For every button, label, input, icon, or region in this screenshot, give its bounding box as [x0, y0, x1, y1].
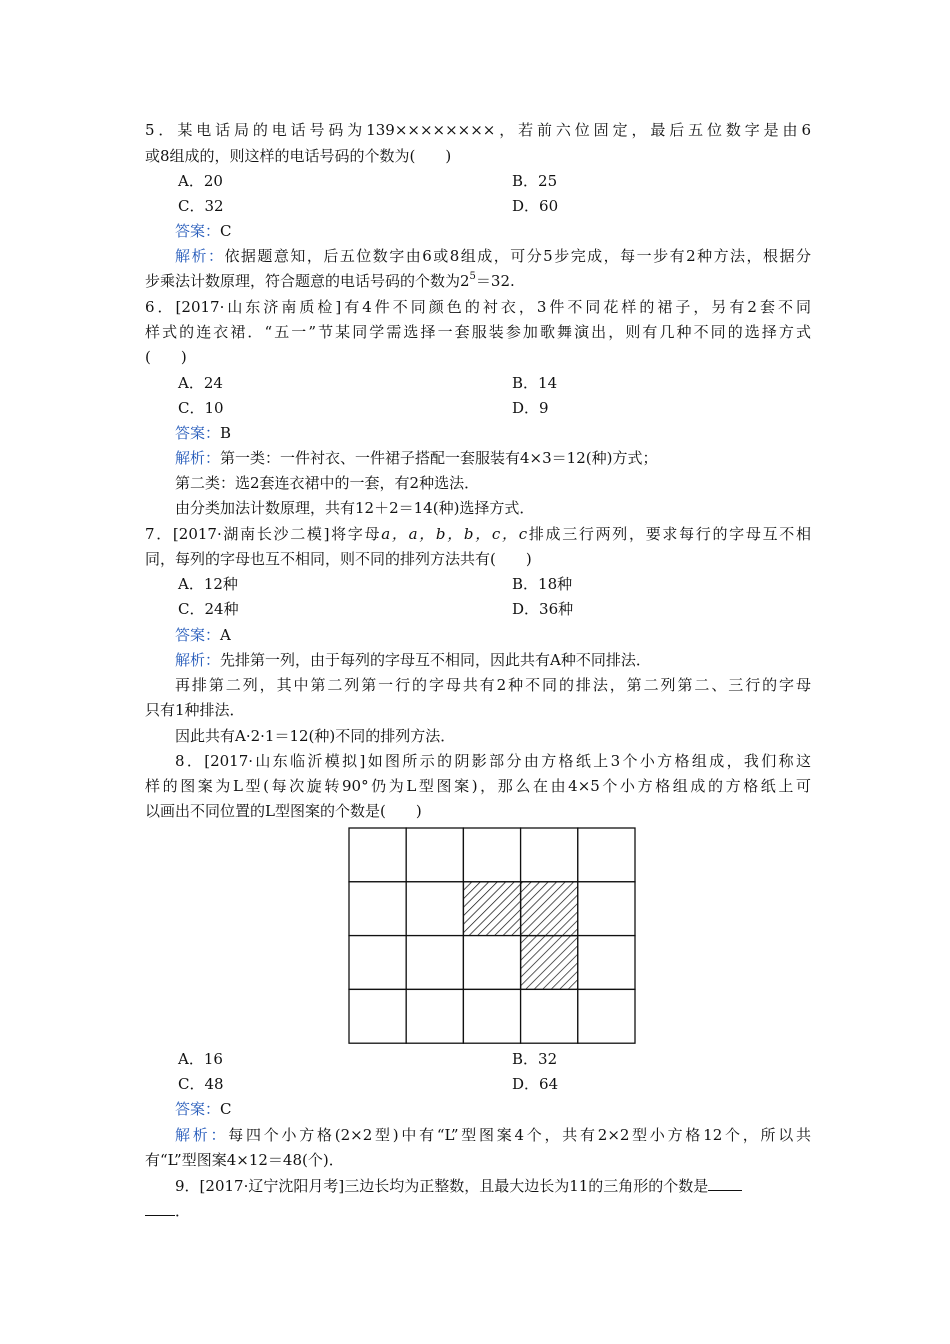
explanation-text: 第一类：一件衬衣、一件裙子搭配一套服装有4×3＝12(种)方式； [220, 449, 658, 467]
q6-line-2: 样式的连衣裙．“五一”节某同学需选择一套服装参加歌舞演出，则有几种不同的选择方式 [145, 323, 811, 341]
explanation-text: 先排第一列，由于每列的字母互不相同，因此共有A种不同排法． [220, 651, 651, 669]
answer-blank-continued[interactable] [145, 1201, 175, 1216]
answer-label: 答案： [175, 222, 221, 240]
q8-line-3: 以画出不同位置的L型图案的个数是( ) [145, 802, 422, 820]
explanation-label: 解析： [175, 247, 225, 265]
q5-explanation-2 [145, 272, 515, 290]
q7-option-b: B．18种 [512, 575, 573, 593]
grid-cell [406, 989, 463, 1043]
question-text: 7．[2017·湖南长沙二模]将字母 [145, 525, 382, 543]
grid-cell [406, 882, 463, 936]
grid-cell [578, 828, 635, 882]
letters: a，a，b，b，c，c [381, 525, 528, 543]
answer-value: C [220, 222, 232, 240]
grid-cell [349, 828, 406, 882]
q8-explanation-1 [175, 1126, 811, 1144]
q8-option-a: A．16 [178, 1050, 223, 1068]
q8-line-1: 8．[2017·山东临沂模拟]如图所示的阴影部分由方格纸上3个小方格组成，我们称这 [175, 752, 811, 770]
q5-line-1: 5．某电话局的电话号码为139××××××××，若前六位固定，最后五位数字是由6 [145, 121, 811, 139]
exponent: 5 [469, 271, 476, 282]
grid-cell [463, 989, 520, 1043]
explanation-text: 每四个小方格(2×2型)中有“L”型图案4个，共有2×2型小方格12个，所以共 [228, 1126, 811, 1144]
q6-option-a: A．24 [178, 374, 223, 392]
q7-line-2: 同，每列的字母也互不相同，则不同的排列方法共有( ) [145, 550, 532, 568]
q6-answer [175, 424, 231, 442]
explanation-text: 依据题意知，后五位数字由6或8组成，可分5步完成，每一步有2种方法，根据分 [224, 247, 811, 265]
q5-option-d: D．60 [512, 197, 559, 215]
grid-cell [521, 828, 578, 882]
q7-answer [175, 626, 231, 644]
q6-explanation-3: 由分类加法计数原理，共有12＋2＝14(种)选择方式． [175, 499, 535, 517]
q6-option-d: D．9 [512, 399, 549, 417]
q7-explanation-1 [175, 651, 651, 669]
q6-explanation-1 [175, 449, 657, 467]
explanation-text: 步乘法计数原理，符合题意的电话号码的个数为2 [145, 272, 470, 290]
grid-cell [406, 828, 463, 882]
l-shape-grid-figure [348, 827, 636, 1045]
q7-explanation-2: 再排第二列，其中第二列第一行的字母共有2种不同的排法，第二列第二、三行的字母 [175, 676, 811, 694]
explanation-label: 解析： [175, 1126, 229, 1144]
q8-line-2: 样的图案为L型(每次旋转90°仍为L型图案)，那么在由4×5个小方格组成的方格纸上可 [145, 777, 811, 795]
grid-cell [463, 936, 520, 990]
q8-explanation-2: 有“L”型图案4×12＝48(个)． [145, 1151, 344, 1169]
q7-option-d: D．36种 [512, 600, 574, 618]
grid-cell [349, 989, 406, 1043]
q9-line-2 [145, 1201, 190, 1220]
grid-cell [349, 882, 406, 936]
grid-cell [349, 936, 406, 990]
q5-option-c: C．32 [178, 197, 224, 215]
grid-cell [521, 989, 578, 1043]
q7-explanation-4: 因此共有A·2·1＝12(种)不同的排列方法． [175, 727, 456, 745]
q9-line-1 [175, 1176, 742, 1195]
grid-cell [578, 936, 635, 990]
explanation-text: ＝32. [475, 272, 515, 290]
q8-answer [175, 1100, 232, 1118]
q6-option-b: B．14 [512, 374, 558, 392]
question-text: 排成三行两列，要求每行的字母互不相 [527, 525, 811, 543]
q8-option-d: D．64 [512, 1075, 559, 1093]
q8-option-c: C．48 [178, 1075, 224, 1093]
q7-line-1 [145, 525, 811, 543]
grid-cell [406, 936, 463, 990]
q6-line-1: 6．[2017·山东济南质检]有4件不同颜色的衬衣，3件不同花样的裙子，另有2套不同 [145, 298, 811, 316]
answer-label: 答案： [175, 1100, 221, 1118]
q6-explanation-2: 第二类：选2套连衣裙中的一套，有2种选法． [175, 474, 480, 492]
answer-label: 答案： [175, 424, 221, 442]
q7-explanation-3: 只有1种排法． [145, 701, 245, 719]
grid-cell [578, 882, 635, 936]
explanation-label: 解析： [175, 651, 221, 669]
shaded-grid-cell [521, 936, 578, 990]
grid-cell [578, 989, 635, 1043]
q5-option-b: B．25 [512, 172, 558, 190]
explanation-label: 解析： [175, 449, 221, 467]
q7-option-a: A．12种 [178, 575, 238, 593]
question-text: 9．[2017·辽宁沈阳月考]三边长均为正整数，且最大边长为11的三角形的个数是 [175, 1177, 709, 1195]
shaded-grid-cell [463, 882, 520, 936]
q5-line-2: 或8组成的，则这样的电话号码的个数为( ) [145, 147, 452, 165]
question-text: ． [175, 1202, 191, 1220]
grid-cell [463, 828, 520, 882]
answer-value: A [220, 626, 231, 644]
q6-line-3: ( ) [145, 348, 187, 366]
q5-explanation-1 [175, 247, 811, 265]
q5-option-a: A．20 [178, 172, 223, 190]
q7-option-c: C．24种 [178, 600, 239, 618]
answer-blank[interactable] [708, 1176, 742, 1191]
q6-option-c: C．10 [178, 399, 224, 417]
q8-option-b: B．32 [512, 1050, 558, 1068]
q5-answer [175, 222, 232, 240]
shaded-grid-cell [521, 882, 578, 936]
answer-label: 答案： [175, 626, 221, 644]
answer-value: B [220, 424, 232, 442]
answer-value: C [220, 1100, 232, 1118]
